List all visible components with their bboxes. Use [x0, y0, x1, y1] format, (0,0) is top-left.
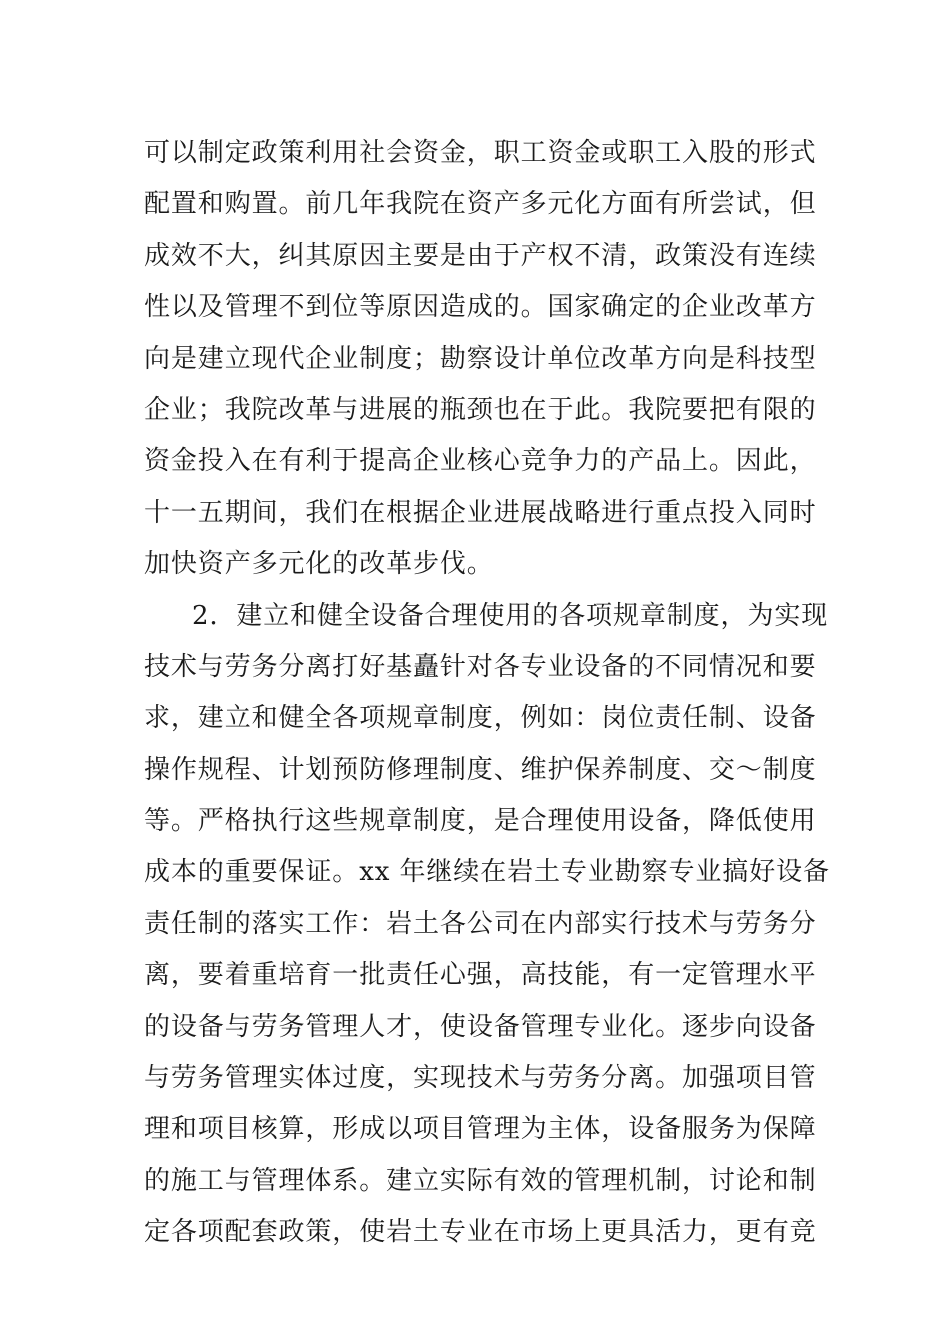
text-line: 定各项配套政策，使岩土专业在市场上更具活力，更有竞 [144, 1217, 817, 1248]
text-line: 可以制定政策利用社会资金，职工资金或职工入股的形式 [144, 138, 817, 168]
text-line: 与劳务管理实体过度，实现技术与劳务分离。加强项目管 [144, 1063, 817, 1094]
text-line: 的设备与劳务管理人才，使设备管理专业化。逐步向设备 [144, 1011, 817, 1042]
text-line: 向是建立现代企业制度；勘察设计单位改革方向是科技型 [144, 343, 817, 374]
text-line: 成效不大，纠其原因主要是由于产权不清，政策没有连续 [144, 240, 817, 271]
text-line: 资金投入在有利于提高企业核心竞争力的产品上。因此， [144, 446, 817, 477]
text-line: 的施工与管理体系。建立实际有效的管理机制，讨论和制 [144, 1165, 817, 1196]
text-line: 十一五期间，我们在根据企业进展战略进行重点投入同时 [144, 497, 817, 528]
text-line: 企业；我院改革与进展的瓶颈也在于此。我院要把有限的 [144, 394, 817, 425]
text-line: 理和项目核算，形成以项目管理为主体，设备服务为保障 [144, 1114, 817, 1145]
text-line: 责任制的落实工作：岩土各公司在内部实行技术与劳务分 [144, 908, 817, 939]
paragraph-start-line: 2．建立和健全设备合理使用的各项规章制度，为实现 [192, 600, 829, 631]
text-line: 技术与劳务分离打好基矗针对各专业设备的不同情况和要 [144, 651, 817, 682]
body-text [144, 128, 830, 1259]
text-line: 配置和购置。前几年我院在资产多元化方面有所尝试，但 [144, 189, 817, 220]
text-line: 操作规程、计划预防修理制度、维护保养制度、交～制度 [144, 754, 817, 785]
text-line: 成本的重要保证。xx 年继续在岩土专业勘察专业搞好设备 [144, 857, 830, 888]
text-line: 加快资产多元化的改革步伐。 [144, 549, 494, 580]
text-line: 等。严格执行这些规章制度，是合理使用设备，降低使用 [144, 806, 817, 837]
text-line: 求，建立和健全各项规章制度，例如：岗位责任制、设备 [144, 703, 817, 734]
text-line: 性以及管理不到位等原因造成的。国家确定的企业改革方 [144, 292, 817, 323]
text-line: 离，要着重培育一批责任心强，高技能，有一定管理水平 [144, 960, 817, 991]
